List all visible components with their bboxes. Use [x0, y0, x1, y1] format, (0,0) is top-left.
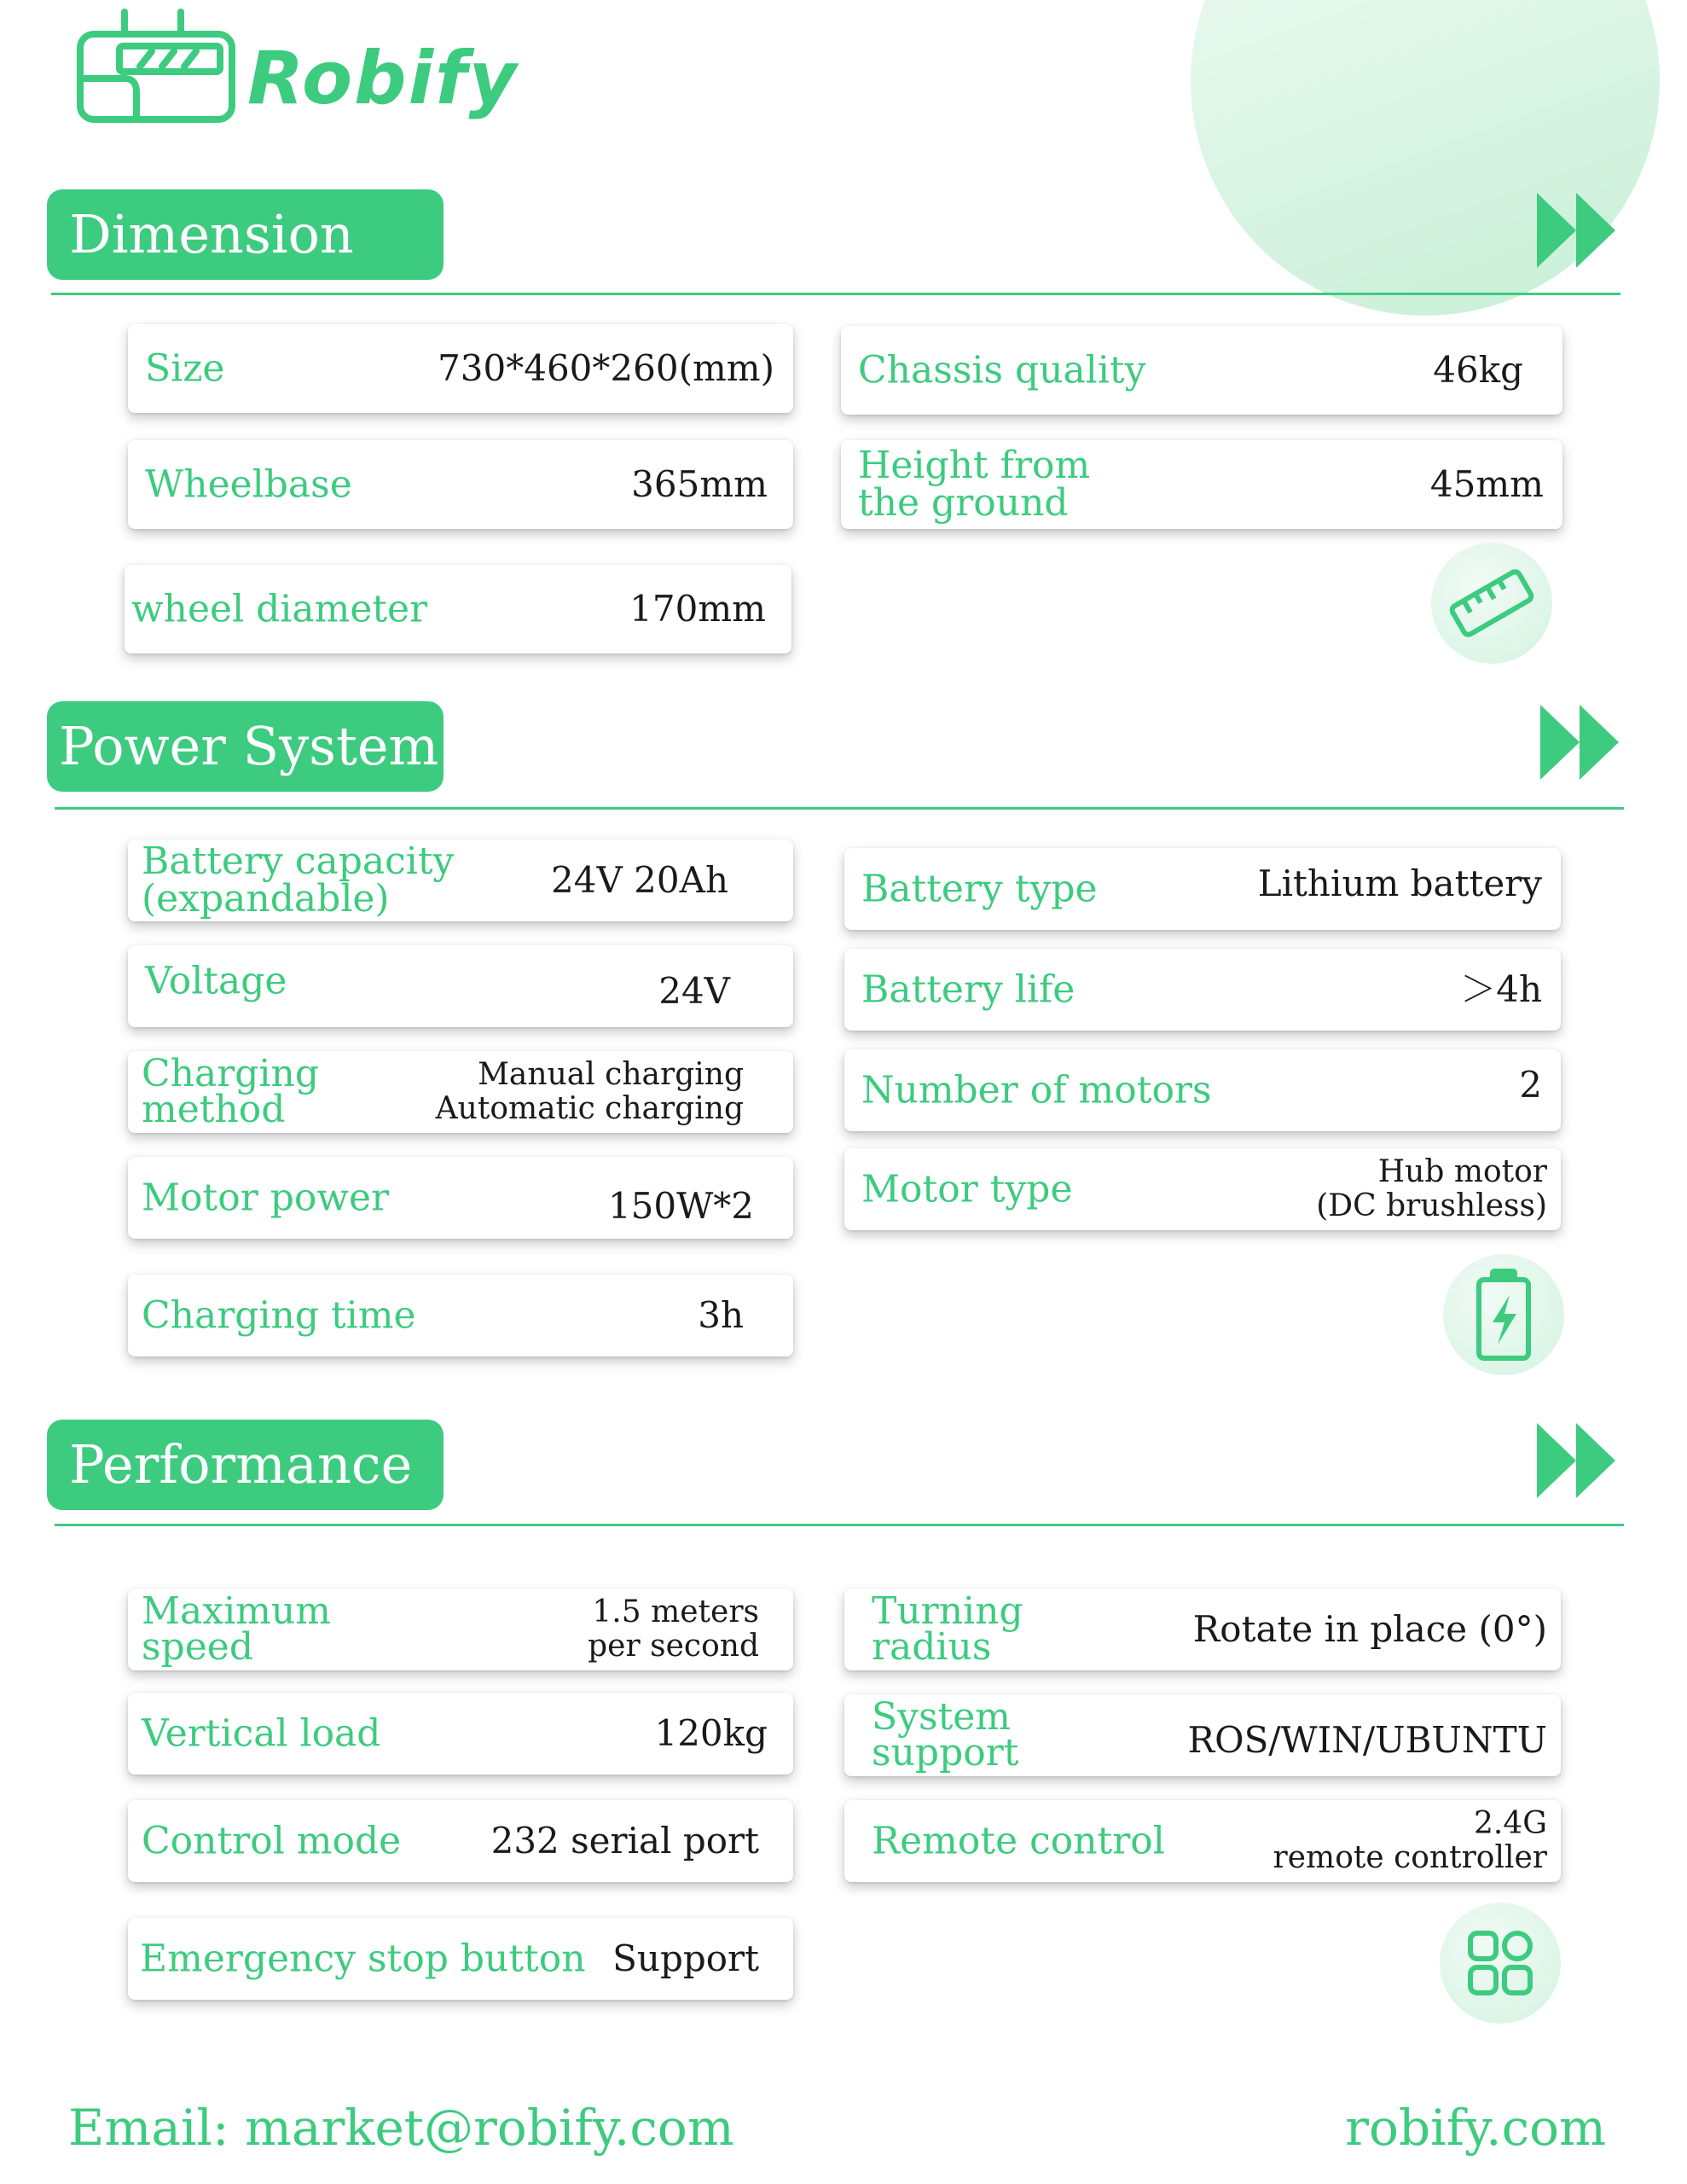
spec-card-remote-control — [844, 1800, 1561, 1882]
spec-card-battery-type — [844, 848, 1561, 930]
spec-label — [858, 444, 1091, 525]
spec-value: Lithium battery — [1257, 863, 1542, 904]
spec-value: 365mm — [631, 463, 768, 505]
spec-value — [1316, 1155, 1547, 1223]
spec-label-line: method — [142, 1088, 286, 1131]
spec-value-line: Hub motor — [1377, 1154, 1547, 1189]
spec-value — [588, 1595, 759, 1664]
spec-card-wheel-diameter — [125, 565, 791, 653]
spec-label-line: Maximum — [142, 1589, 331, 1633]
section-divider — [51, 293, 1620, 295]
spec-value: 120kg — [654, 1712, 768, 1754]
spec-label: wheel diameter — [131, 587, 428, 631]
spec-value: 45mm — [1429, 463, 1544, 505]
spec-value-line: per second — [588, 1629, 759, 1664]
spec-label-line: Turning — [872, 1589, 1023, 1633]
spec-label — [872, 1695, 1019, 1774]
spec-label-line: System — [872, 1695, 1012, 1739]
spec-card-height-from-ground — [841, 440, 1562, 529]
spec-label: Battery life — [861, 967, 1075, 1012]
section-header-performance: Performance — [47, 1420, 443, 1510]
spec-label: Remote control — [872, 1819, 1165, 1863]
section-divider — [55, 807, 1624, 810]
spec-value: Rotate in place (0°) — [1192, 1608, 1547, 1650]
spec-label: Control mode — [142, 1819, 402, 1863]
spec-label-line: Height from — [858, 444, 1091, 487]
spec-label-line: the ground — [858, 481, 1069, 525]
spec-value: 24V 20Ah — [551, 859, 728, 901]
spec-label: Wheelbase — [145, 462, 352, 507]
battery-badge — [1443, 1254, 1564, 1375]
footer-email[interactable]: Email: market@robify.com — [68, 2099, 734, 2157]
spec-value: 3h — [698, 1294, 744, 1336]
spec-value: 2 — [1519, 1064, 1542, 1106]
spec-card-battery-capacity — [128, 839, 793, 921]
spec-value-line: Manual charging — [478, 1057, 744, 1092]
battery-charging-icon — [1443, 1254, 1564, 1375]
spec-value-line: 2.4G — [1473, 1806, 1547, 1841]
spec-card-max-speed — [128, 1589, 793, 1670]
ruler-icon — [1431, 543, 1552, 664]
spec-label: Motor type — [861, 1167, 1073, 1211]
spec-label: Size — [145, 346, 225, 391]
section-header-dimension: Dimension — [47, 189, 443, 280]
spec-value: Support — [612, 1937, 759, 1979]
spec-card-wheelbase — [128, 440, 793, 529]
spec-card-chassis-quality — [841, 326, 1562, 415]
spec-value-line: Automatic charging — [435, 1091, 744, 1126]
spec-value: 46kg — [1433, 349, 1523, 391]
double-chevron-icon — [1537, 189, 1622, 271]
spec-card-turning-radius — [844, 1589, 1561, 1670]
spec-value — [436, 1058, 744, 1126]
spec-card-battery-life — [844, 949, 1561, 1031]
spec-label — [142, 1052, 320, 1131]
spec-value: ＞4h — [1460, 968, 1542, 1010]
double-chevron-icon — [1540, 701, 1626, 783]
spec-value-line: (DC brushless) — [1316, 1188, 1547, 1223]
spec-label: Number of motors — [861, 1068, 1212, 1112]
spec-card-motor-power — [128, 1157, 793, 1239]
spec-card-number-of-motors — [844, 1049, 1561, 1131]
spec-label-line: radius — [872, 1625, 992, 1669]
spec-card-size — [128, 324, 793, 413]
spec-value: ROS/WIN/UBUNTU — [1187, 1719, 1547, 1761]
spec-card-charging-time — [128, 1275, 793, 1356]
footer-website[interactable]: robify.com — [1345, 2099, 1606, 2157]
spec-value: 730*460*260(mm) — [438, 347, 774, 389]
spec-label-line: speed — [142, 1625, 253, 1669]
brand-name: Robify — [247, 36, 519, 121]
spec-label — [142, 1589, 331, 1669]
spec-value-line: 1.5 meters — [592, 1594, 759, 1629]
spec-label-line: (expandable) — [142, 877, 390, 921]
spec-label-line: support — [872, 1731, 1019, 1774]
spec-label: Emergency stop button — [140, 1937, 586, 1981]
robot-logo-icon — [73, 7, 244, 126]
spec-label: Motor power — [142, 1176, 390, 1220]
spec-label: Battery type — [861, 867, 1098, 911]
spec-value — [1273, 1807, 1547, 1875]
section-header-power: Power System — [47, 701, 443, 792]
spec-value: 170mm — [629, 588, 766, 630]
spec-card-motor-type — [844, 1148, 1561, 1230]
apps-grid-icon — [1440, 1902, 1561, 2024]
spec-card-voltage — [128, 945, 793, 1027]
ruler-badge — [1431, 543, 1552, 664]
section-divider — [55, 1524, 1624, 1526]
spec-value: 24V — [658, 970, 730, 1012]
spec-card-system-support — [844, 1694, 1561, 1776]
spec-card-control-mode — [128, 1800, 793, 1882]
spec-label-line: Charging — [142, 1052, 320, 1095]
spec-label: Voltage — [145, 959, 287, 1003]
apps-badge — [1440, 1902, 1561, 2024]
spec-label: Vertical load — [142, 1711, 381, 1756]
double-chevron-icon — [1537, 1420, 1622, 1502]
spec-label: Chassis quality — [858, 348, 1146, 392]
spec-value: 232 serial port — [490, 1820, 759, 1862]
spec-value: 150W*2 — [607, 1185, 754, 1227]
spec-card-charging-method — [128, 1051, 793, 1133]
spec-label — [872, 1589, 1023, 1669]
spec-card-emergency-stop — [128, 1918, 793, 2000]
spec-label: Charging time — [142, 1293, 416, 1338]
spec-card-vertical-load — [128, 1693, 793, 1774]
spec-label — [142, 839, 455, 921]
spec-value-line: remote controller — [1272, 1840, 1547, 1875]
spec-label-line: Battery capacity — [142, 839, 455, 883]
